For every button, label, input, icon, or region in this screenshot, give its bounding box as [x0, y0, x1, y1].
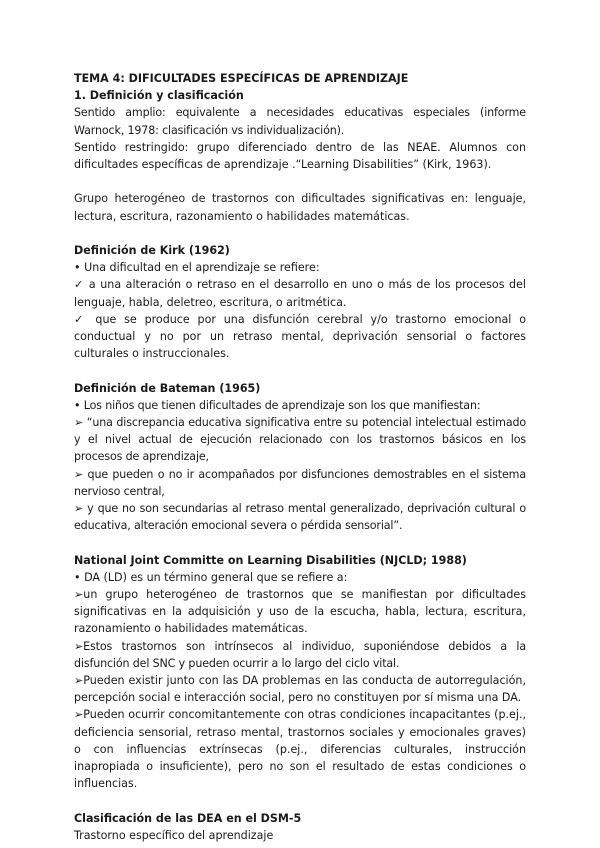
spacer — [74, 362, 526, 379]
section-heading-dsm5: Clasificación de las DEA en el DSM-5 — [74, 811, 302, 825]
list-item: • Una dificultad en el aprendizaje se refiere: — [74, 261, 320, 275]
list-item: ➢Pueden existir junto con las DA problemas en las conducta de autorregulación, percepción social e interacción social, pero no constituyen por sí misma una DA. — [74, 674, 526, 705]
paragraph-sentido-restringido: Sentido restringido: grupo diferenciado dentro de las NEAE. Alumnos con dificultades específicas de aprendizaje .“Learning Disabilities” (Kirk, 1963). — [74, 140, 526, 172]
spacer — [74, 173, 526, 190]
list-item: ➢Pueden ocurrir concomitantemente con otras condiciones incapacitantes (p.ej., deficiencia sensorial, retraso mental, trastornos sociales y emocionales graves) o con influencias extrínsecas (p.ej., diferencias culturales, instrucción inapropiada o insuficiente), pero no son el resultado de estas condiciones o influencias. — [74, 708, 526, 791]
paragraph-grupo-heterogeneo: Grupo heterogéneo de trastornos con dificultades significativas en: lenguaje, lectura, escritura, razonamiento o habilidades matemáticas. — [74, 192, 526, 223]
spacer — [74, 534, 526, 551]
paragraph-sentido-amplio: Sentido amplio: equivalente a necesidades educativas especiales (informe Warnock, 1978: clasificación vs individualización). — [74, 106, 526, 137]
spacer — [74, 225, 526, 242]
list-item: ➢ que pueden o no ir acompañados por disfunciones demostrables en el sistema nervioso central, — [74, 467, 526, 498]
paragraph-trastorno-especifico: Trastorno específico del aprendizaje — [74, 828, 274, 842]
list-item: ➢ y que no son secundarias al retraso mental generalizado, deprivación cultural o educativa, alteración emocional severa o pérdida sensorial”. — [74, 502, 526, 533]
list-item: ➢Estos trastornos son intrínsecos al individuo, suponiéndose debidos a la disfunción del SNC y pueden ocurrir a lo largo del ciclo vital. — [74, 639, 526, 670]
section-heading-bateman: Definición de Bateman (1965) — [74, 381, 261, 395]
list-item: ✓ a una alteración o retraso en el desarrollo en uno o más de los procesos del lenguaje, habla, deletreo, escritura, o aritmética. — [74, 278, 526, 309]
list-item: ➢ “una discrepancia educativa significativa entre su potencial intelectual estimado y el nivel actual de ejecución relacionado con los trastornos básicos en los procesos de aprendizaje, — [74, 416, 526, 464]
list-item: ✓ que se produce por una disfunción cerebral y/o trastorno emocional o conductual y no por un retraso mental, deprivación sensorial o factores culturales o instruccionales. — [74, 312, 526, 361]
list-item: • DA (LD) es un término general que se refiere a: — [74, 570, 348, 584]
document-title: TEMA 4: DIFICULTADES ESPECÍFICAS DE APRENDIZAJE — [74, 72, 409, 85]
document-page — [74, 70, 526, 844]
list-item: ➢un grupo heterogéneo de trastornos que se manifiestan por dificultades significativas en la adquisición y uso de la escucha, habla, lectura, escritura, razonamiento o habilidades matemáticas. — [74, 588, 526, 636]
section-heading-njcld: National Joint Committe on Learning Disabilities (NJCLD; 1988) — [74, 553, 467, 567]
spacer — [74, 792, 526, 809]
section-heading-kirk: Definición de Kirk (1962) — [74, 244, 230, 257]
list-item: • Los niños que tienen dificultades de aprendizaje son los que manifiestan: — [74, 398, 481, 412]
section-heading-definicion: 1. Definición y clasificación — [74, 89, 244, 103]
